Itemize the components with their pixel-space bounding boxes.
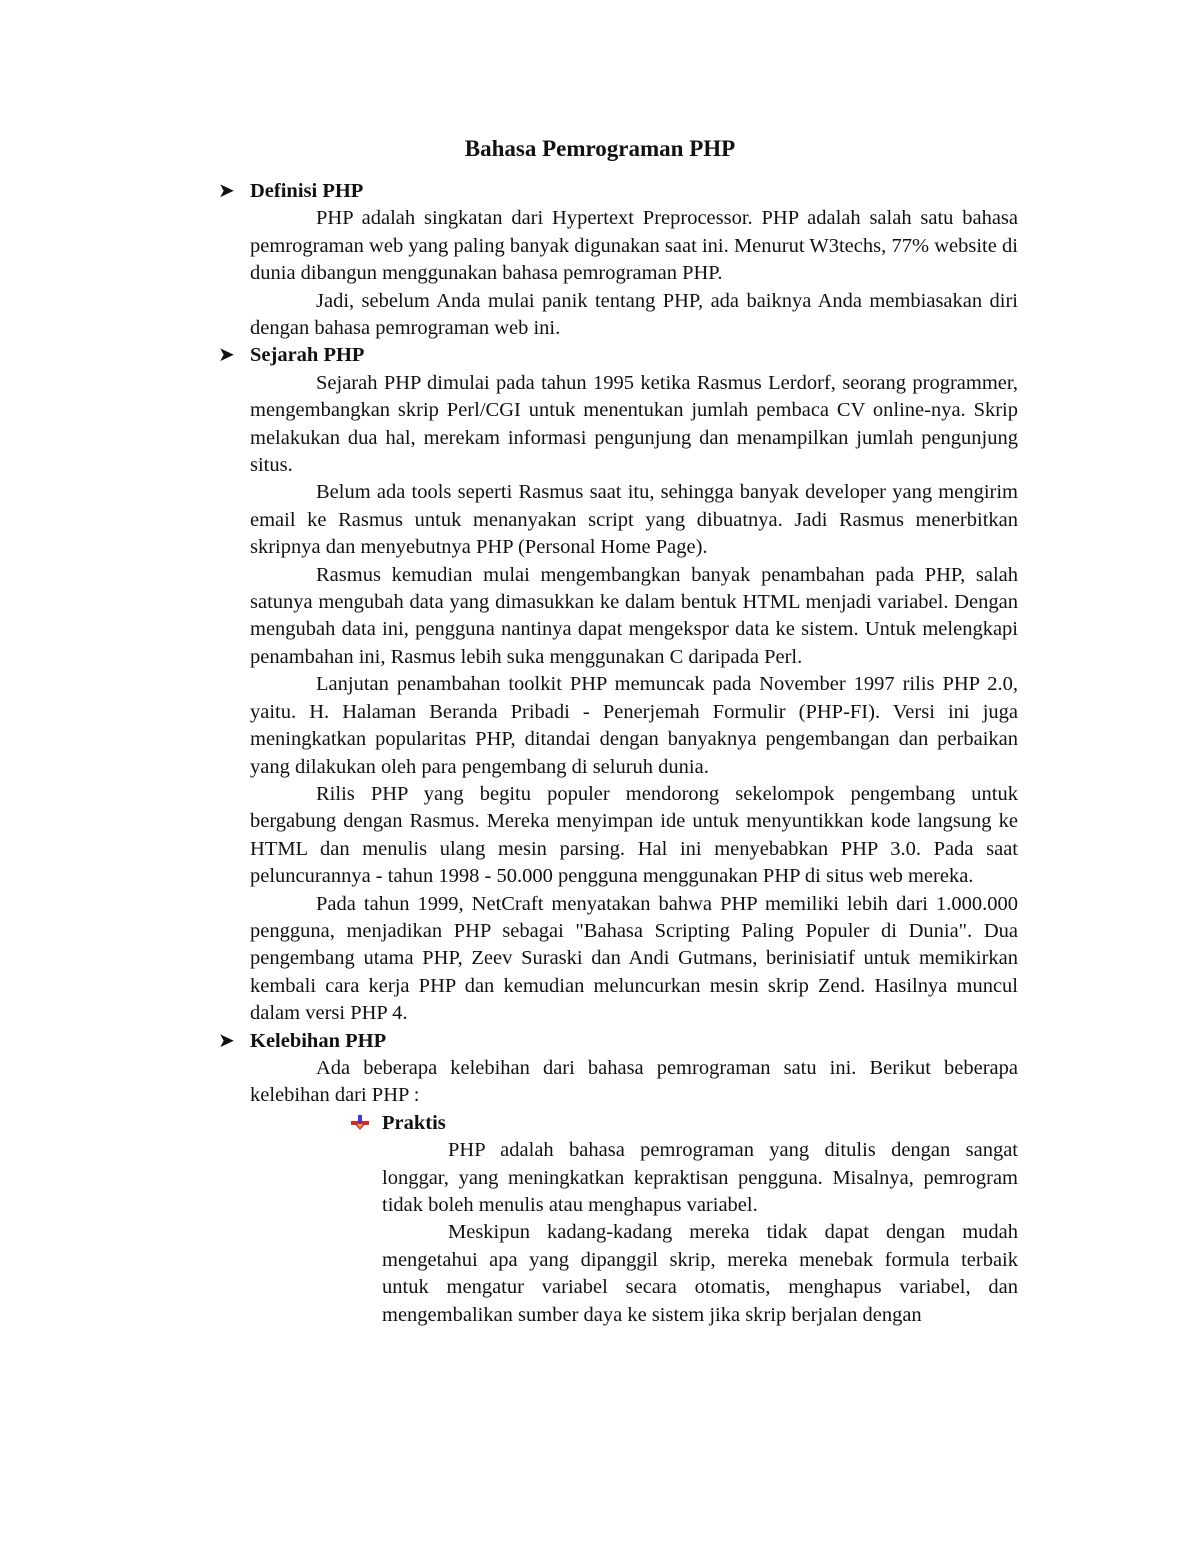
paragraph: Lanjutan penambahan toolkit PHP memuncak pada November 1997 rilis PHP 2.0, yaitu. H. Halaman Beranda Pribadi - Penerjemah Formulir (PHP-FI). Versi ini juga meningkatkan popularitas PHP, ditandai dengan banyaknya pengembangan dan perbaikan yang dilakukan oleh para pengembang di seluruh dunia. [250,673,1018,778]
arrow-bullet-icon: ➤ [218,344,235,367]
paragraph: Sejarah PHP dimulai pada tahun 1995 ketika Rasmus Lerdorf, seorang programmer, mengembangkan skrip Perl/CGI untuk menentukan jumlah pembaca CV online-nya. Skrip melakukan dua hal, merekam informasi pengunjung dan menampilkan jumlah pengunjung situs. [250,371,1018,477]
paragraph: Ada beberapa kelebihan dari bahasa pemrograman satu ini. Berikut beberapa kelebihan dari PHP : [250,1056,1018,1107]
paragraph: Rilis PHP yang begitu populer mendorong sekelompok pengembang untuk bergabung dengan Rasmus. Mereka menyimpan ide untuk menyuntikkan kode langsung ke HTML dan menulis ulang mesin parsing. Hal ini menyebabkan PHP 3.0. Pada saat peluncurannya - tahun 1998 - 50.000 pengguna menggunakan PHP di situs web mereka. [250,782,1018,888]
arrow-bullet-icon: ➤ [218,180,235,202]
section-body-definisi [250,205,1018,342]
paragraph: PHP adalah singkatan dari Hypertext Preprocessor. PHP adalah salah satu bahasa pemrograman web yang paling banyak digunakan saat ini. Menurut W3techs, 77% website di dunia dibangun menggunakan bahasa pemrograman PHP. [250,207,1018,285]
section-heading-text: Kelebihan PHP [250,1029,387,1052]
arrow-bullet-icon: ➤ [218,1029,235,1052]
document-title: Bahasa Pemrograman PHP [464,136,736,161]
paragraph: Rasmus kemudian mulai mengembangkan banyak penambahan pada PHP, salah satunya mengubah data yang dimasukkan ke dalam bentuk HTML menjadi variabel. Dengan mengubah data ini, pengguna nantinya dapat mengekspor data ke sistem. Untuk melengkapi penambahan ini, Rasmus lebih suka menggunakan C daripada Perl. [250,563,1018,668]
paragraph: Belum ada tools seperti Rasmus saat itu, sehingga banyak developer yang mengirim email ke Rasmus untuk menanyakan script yang dibuatnya. Jadi Rasmus menerbitkan skripnya dan menyebutnya PHP (Personal Home Page). [250,481,1018,559]
section-body-kelebihan [250,1055,1018,1110]
subsection-body-praktis [382,1137,1018,1329]
section-heading-sejarah [218,342,1018,369]
colored-arrow-bullet-icon [350,1115,370,1131]
section-body-sejarah [250,370,1018,1028]
paragraph: Pada tahun 1999, NetCraft menyatakan bahwa PHP memiliki lebih dari 1.000.000 pengguna, menjadikan PHP sebagai "Bahasa Scripting Paling Populer di Dunia". Dua pengembang utama PHP, Zeev Suraski dan Andi Gutmans, berinisiatif untuk memikirkan kembali cara kerja PHP dan kemudian meluncurkan mesin skrip Zend. Hasilnya muncul dalam versi PHP 4. [250,892,1018,1025]
paragraph: Jadi, sebelum Anda mulai panik tentang PHP, ada baiknya Anda membiasakan diri dengan bahasa pemrograman web ini. [250,289,1018,340]
document-body [218,178,1018,1329]
paragraph: PHP adalah bahasa pemrograman yang ditulis dengan sangat longgar, yang meningkatkan kepraktisan pengguna. Misalnya, pemrogram tidak boleh menulis atau menghapus variabel. [382,1139,1018,1216]
subsection-heading-praktis [350,1110,1018,1137]
section-heading-kelebihan [218,1028,1018,1055]
paragraph: Meskipun kadang-kadang mereka tidak dapat dengan mudah mengetahui apa yang dipanggil skrip, mereka menebak formula terbaik untuk mengatur variabel secara otomatis, menghapus variabel, dan mengembalikan sumber daya ke sistem jika skrip berjalan dengan [382,1221,1018,1326]
section-heading-definisi [218,178,1018,205]
subsection-heading-text: Praktis [382,1111,446,1134]
section-heading-text: Sejarah PHP [250,344,365,367]
section-heading-text: Definisi PHP [250,180,364,202]
